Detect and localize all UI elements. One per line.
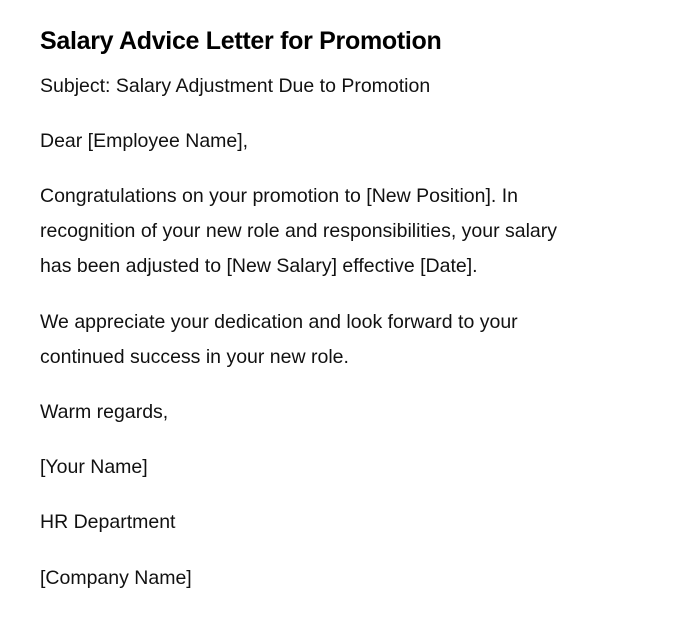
body-paragraph-1 (40, 179, 630, 284)
body-paragraph-2 (40, 305, 630, 375)
body-paragraph-1-line: recognition of your new role and responsibilities, your salary (40, 220, 558, 242)
signature-department: HR Department (40, 511, 176, 533)
signature-name: [Your Name] (40, 456, 148, 478)
subject-line: Subject: Salary Adjustment Due to Promotion (40, 75, 431, 97)
greeting: Dear [Employee Name], (40, 130, 249, 152)
body-paragraph-2-line: We appreciate your dedication and look forward to your (40, 311, 518, 333)
closing: Warm regards, (40, 401, 169, 423)
signature-company: [Company Name] (40, 567, 192, 589)
body-paragraph-1-line: has been adjusted to [New Salary] effective [Date]. (40, 255, 478, 277)
letter-title: Salary Advice Letter for Promotion (40, 27, 442, 55)
body-paragraph-1-line: Congratulations on your promotion to [New Position]. In (40, 185, 519, 207)
body-paragraph-2-line: continued success in your new role. (40, 346, 349, 368)
